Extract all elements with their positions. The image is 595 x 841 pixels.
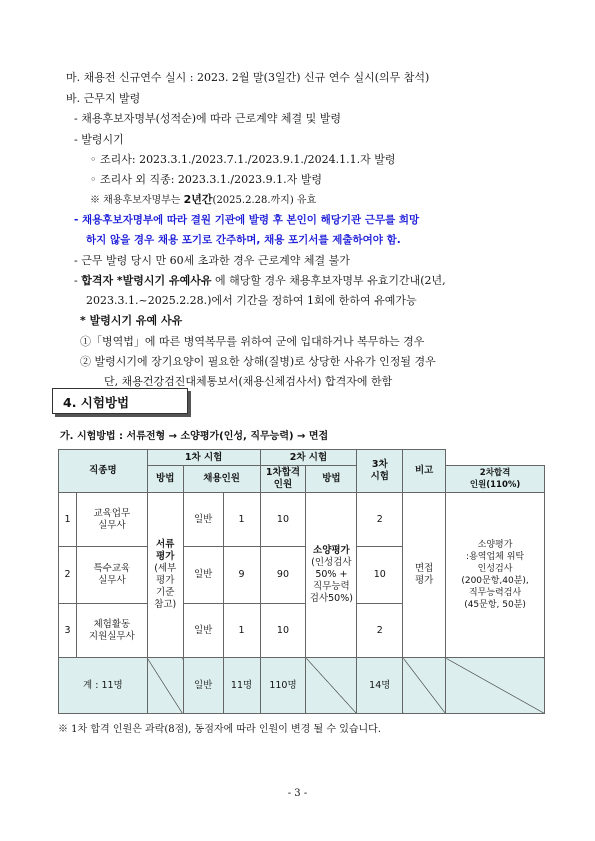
row-number: 2	[59, 547, 77, 604]
table-row	[59, 493, 545, 547]
hire-type: 일반	[183, 547, 223, 604]
assignment-timing-heading: - 발령시기	[74, 133, 124, 146]
total-row	[59, 658, 545, 714]
job-name: 교육업무 실무사	[76, 493, 147, 547]
timing-cook-line: ◦ 조리사: 2023.3.1./2023.7.1./2023.9.1./2024.1.1.자 발령	[90, 153, 396, 166]
total-blank-note	[446, 658, 545, 714]
hire-count: 1	[223, 604, 260, 658]
timing-other-line: ◦ 조리사 외 직종: 2023.3.1./2023.9.1.자 발령	[90, 173, 322, 186]
header-method-2: 방법	[306, 466, 357, 493]
blue-notice-line-2: 하지 않을 경우 채용 포기로 간주하며, 채용 포기서를 제출하여야 함.	[86, 234, 401, 246]
note-cell: 소양평가 :용역업체 위탁 인성검사 (200문항,40분), 직무능력검사 (45문항, 50분)	[446, 493, 545, 658]
first-pass-count: 90	[260, 547, 306, 604]
first-method-cell	[147, 493, 183, 658]
header-note: 비고	[403, 450, 446, 493]
hire-count: 1	[223, 493, 260, 547]
item-assignment-heading: 바. 근무지 발령	[66, 92, 141, 105]
hire-type: 일반	[183, 493, 223, 547]
deferral-reason-1: ①「병역법」에 따른 병역복무를 위하여 군에 입대하거나 복무하는 경우	[80, 335, 425, 348]
row-number: 3	[59, 604, 77, 658]
section-heading-box	[52, 388, 188, 414]
hire-count: 9	[223, 547, 260, 604]
age-limit-line: - 근무 발령 당시 만 60세 초과한 경우 근로계약 체결 불가	[74, 254, 350, 267]
blue-notice-line-1: - 채용후보자명부에 따라 결원 기관에 발령 후 본인이 해당기관 근무를 희망	[74, 214, 420, 226]
total-blank-method-2	[306, 658, 357, 714]
exam-schedule-table	[58, 449, 545, 714]
header-job: 직종명	[59, 450, 148, 493]
total-pass-2: 14명	[357, 658, 403, 714]
header-second-exam: 2차 시험	[260, 450, 357, 466]
first-pass-count: 10	[260, 604, 306, 658]
job-name: 체험활동 지원실무사	[76, 604, 147, 658]
header-third-exam: 3차 시험	[357, 450, 403, 493]
job-name: 특수교육 실무사	[76, 547, 147, 604]
row-number: 1	[59, 493, 77, 547]
header-method-1: 방법	[147, 466, 183, 493]
header-pass-2: 2차합격 인원(110%)	[446, 466, 545, 493]
header-first-exam: 1차 시험	[147, 450, 260, 466]
assignment-contract-line: - 채용후보자명부(성적순)에 따라 근로계약 체결 및 발령	[74, 112, 342, 125]
header-pass-1: 1차합격 인원	[260, 466, 306, 493]
total-blank-third	[403, 658, 446, 714]
hire-type: 일반	[183, 604, 223, 658]
second-method-detail: (인성검사 50% + 직무능력 검사50%)	[309, 557, 353, 604]
first-pass-count: 10	[260, 493, 306, 547]
deferral-line-1: - 합격자 *발령시기 유예사유 에 해당할 경우 채용후보자명부 유효기간내(2년,	[74, 274, 446, 287]
second-pass-count: 10	[357, 547, 403, 604]
deferral-reasons-heading: * 발령시기 유예 사유	[80, 314, 183, 327]
deferral-line-2: 2023.3.1.~2025.2.28.)에서 기간을 정하여 1회에 한하여 유예가능	[86, 294, 417, 307]
total-type: 일반	[183, 658, 223, 714]
total-hire: 11명	[223, 658, 260, 714]
second-method-title: 소양평가	[313, 545, 350, 556]
deferral-reason-2: ② 발령시기에 장기요양이 필요한 상해(질병)로 상당한 사유가 인정될 경우	[80, 355, 436, 368]
second-method-cell	[306, 493, 357, 658]
section-title: 4. 시험방법	[63, 395, 130, 410]
total-label: 계 : 11명	[59, 658, 148, 714]
deferral-reason-2-condition: 단, 채용건강검진대체통보서(채용신체검사서) 합격자에 한함	[104, 375, 393, 388]
footnote: ※ 1차 합격 인원은 과락(8점), 동점자에 따라 인원이 변경 될 수 있습니다.	[58, 724, 382, 735]
validity-note: ※ 채용후보자명부는 2년간(2025.2.28.까지) 유효	[90, 193, 317, 206]
second-pass-count: 2	[357, 604, 403, 658]
total-pass-1: 110명	[260, 658, 306, 714]
third-exam-cell: 면접 평가	[403, 493, 446, 658]
first-method-detail: (세부 평가 기준 참고)	[154, 563, 177, 610]
page-number: - 3 -	[287, 788, 308, 799]
total-blank-method-1	[147, 658, 183, 714]
header-hire: 채용인원	[183, 466, 260, 493]
exam-method-subtitle: 가. 시험방법 : 서류전형 → 소양평가(인성, 직무능력) → 면접	[60, 431, 329, 442]
second-pass-count: 2	[357, 493, 403, 547]
first-method-title: 서류 평가	[156, 539, 175, 562]
item-training: 마. 채용전 신규연수 실시 : 2023. 2월 말(3일간) 신규 연수 실시(의무 참석)	[66, 71, 430, 84]
